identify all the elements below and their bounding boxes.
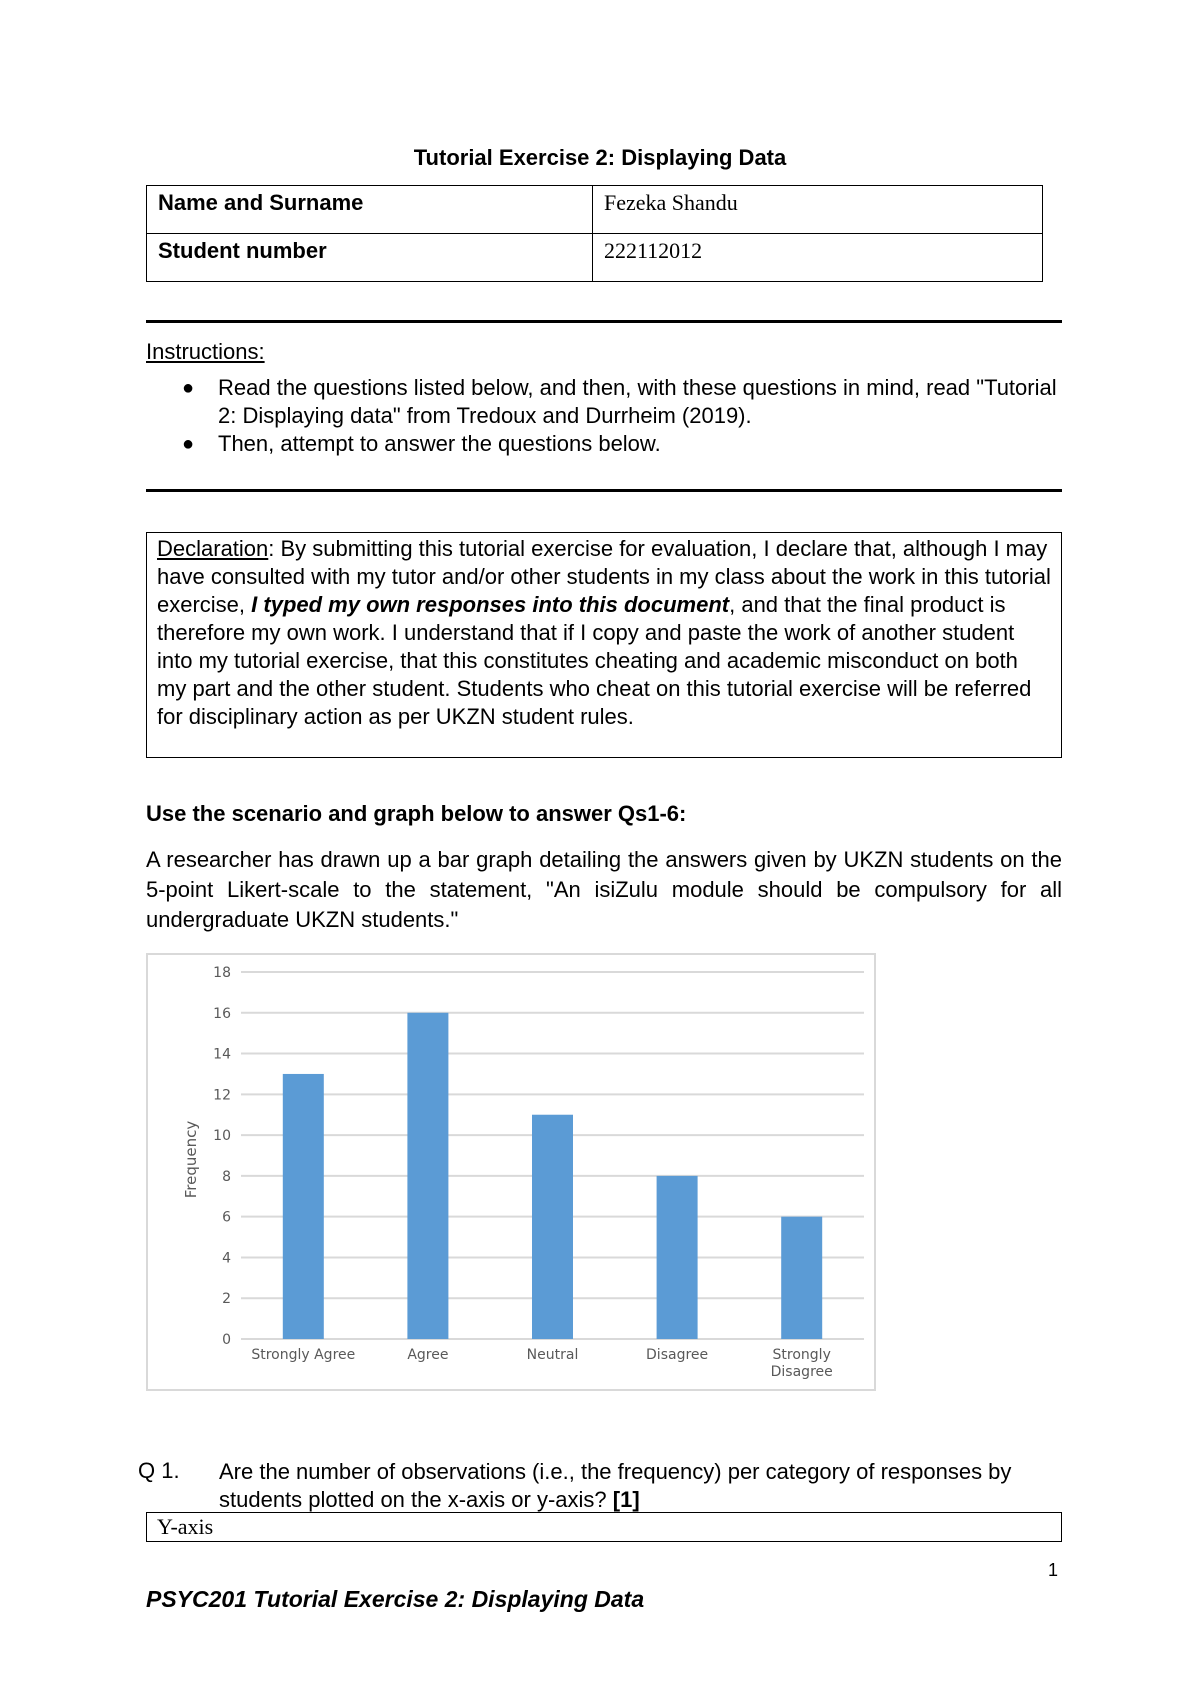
x-tick-label: Disagree: [770, 1364, 833, 1380]
scenario-text: A researcher has drawn up a bar graph detailing the answers given by UKZN students on the 5-point Likert-scale to the statement, "An isiZulu module should be compulsory for all undergraduate UKZN students.": [146, 847, 1062, 932]
x-tick-label: Strongly: [772, 1347, 831, 1363]
instruction-text: Read the questions listed below, and then, with these questions in mind, read "Tutorial 2: Displaying data" from Tredoux and Durrheim (2019).: [218, 375, 1057, 428]
instructions-heading: Instructions:: [146, 339, 265, 364]
page-number: 1: [1048, 1560, 1059, 1580]
y-tick-label: 14: [213, 1046, 231, 1063]
declaration-text: , and that the final product is therefore my own work. I understand that if I copy and paste the work of another student into my tutorial exercise, that this constitutes cheating and academic misconduct on both my part and the other student. Students who cheat on this tutorial exercise will be referred for disciplinary action as per UKZN student rules.: [157, 592, 1032, 729]
y-axis-label: Frequency: [182, 1120, 200, 1199]
bar-chart: [146, 953, 876, 1391]
x-tick-label: Strongly Agree: [251, 1347, 356, 1363]
x-tick-label: Agree: [407, 1347, 449, 1363]
bar: [532, 1115, 573, 1339]
document-title: Tutorial Exercise 2: Displaying Data: [413, 145, 787, 170]
section-heading: Use the scenario and graph below to answer Qs1-6:: [146, 801, 687, 826]
chart-svg: [148, 955, 874, 1389]
bullet-icon: ●: [182, 377, 195, 399]
y-tick-label: 18: [213, 965, 231, 981]
list-item: [146, 430, 1062, 458]
x-tick-label: Neutral: [526, 1347, 579, 1363]
declaration-text: : By submitting this tutorial exercise for evaluation, I declare that, although I may have consulted with my tutor and/or other students in my class about the work in this tutorial exercise,: [157, 536, 1051, 617]
declaration-emphasis: I typed my own responses into this document: [251, 592, 730, 617]
y-tick-label: 16: [213, 1005, 231, 1022]
declaration-box: [146, 532, 1062, 758]
horizontal-rule-top: [146, 320, 1062, 323]
page-footer: PSYC201 Tutorial Exercise 2: Displaying Data: [146, 1586, 645, 1612]
question-body: Are the number of observations (i.e., the frequency) per category of responses by students plotted on the x-axis or y-axis?: [219, 1459, 1012, 1512]
bar: [407, 1013, 448, 1339]
declaration-label: Declaration: [157, 536, 269, 561]
y-tick-label: 0: [222, 1332, 231, 1348]
y-tick-label: 10: [213, 1128, 231, 1145]
student-number-value: 222112012: [593, 234, 1043, 282]
table-row: [147, 186, 1043, 234]
horizontal-rule-bottom: [146, 489, 1062, 492]
instructions-list: [146, 374, 1062, 458]
name-label: Name and Surname: [147, 186, 593, 234]
name-value: Fezeka Shandu: [593, 186, 1043, 234]
question-number: Q 1.: [138, 1458, 180, 1483]
y-tick-label: 2: [222, 1291, 231, 1308]
bar: [657, 1176, 698, 1339]
list-item: [146, 374, 1062, 430]
bullet-icon: ●: [182, 433, 195, 455]
student-number-label: Student number: [147, 234, 593, 282]
y-tick-label: 12: [213, 1087, 231, 1104]
bar: [283, 1074, 324, 1339]
instruction-text: Then, attempt to answer the questions below.: [218, 431, 661, 456]
question-marks: [1]: [612, 1487, 640, 1512]
y-tick-label: 6: [222, 1209, 231, 1226]
y-tick-label: 4: [222, 1250, 231, 1267]
student-info-table: [146, 185, 1043, 282]
y-tick-label: 8: [222, 1168, 231, 1185]
question-text: [219, 1458, 1059, 1514]
answer-box[interactable]: Y-axis: [146, 1512, 1062, 1542]
table-row: [147, 234, 1043, 282]
x-tick-label: Disagree: [646, 1347, 709, 1363]
bar: [781, 1217, 822, 1339]
